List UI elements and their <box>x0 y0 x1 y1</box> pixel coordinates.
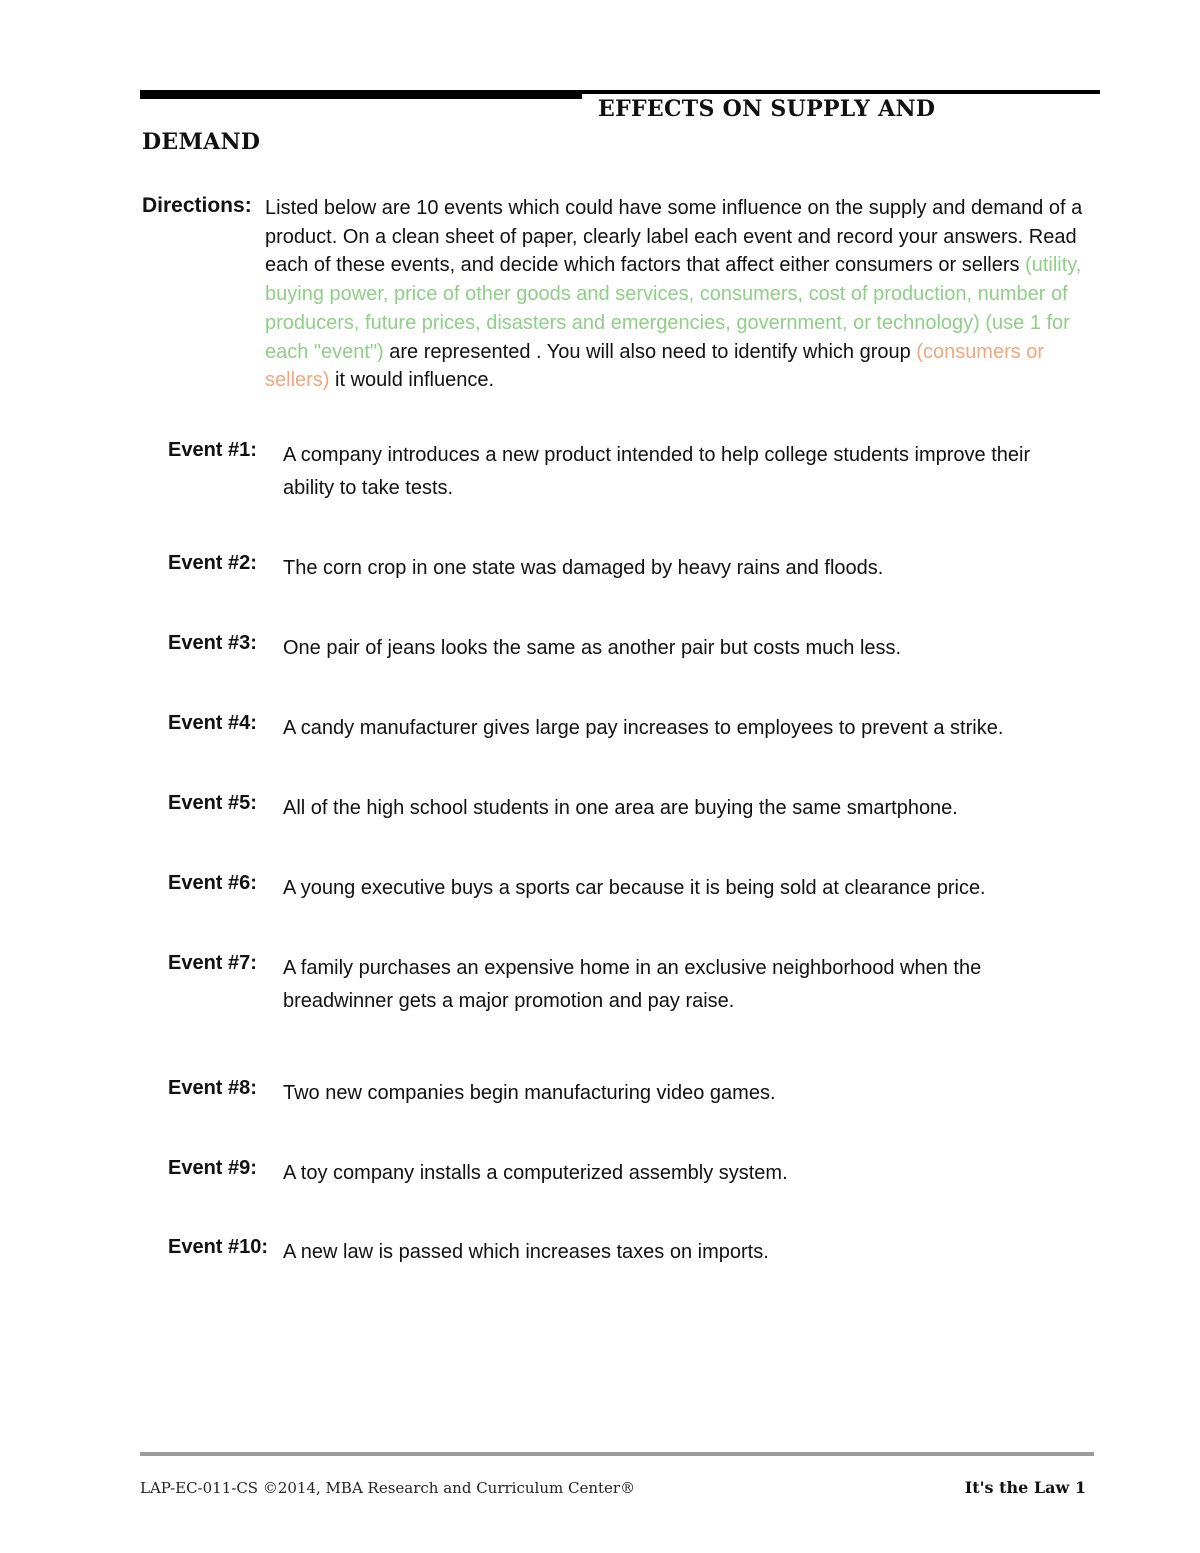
event-label: Event #7: <box>168 952 257 974</box>
header-rule-thick <box>140 90 582 99</box>
event-label: Event #4: <box>168 712 257 734</box>
footer-copyright: LAP-EC-011-CS ©2014, MBA Research and Curriculum Center® <box>140 1479 636 1497</box>
footer-rule <box>140 1452 1094 1456</box>
page-title-line2: DEMAND <box>142 129 261 155</box>
directions-text-part1: Listed below are 10 events which could have some influence on the supply and demand of a product. On a clean sheet of paper, clearly label each event and record your answers. Read each of these events, and decide which factors that affect either consumers or sellers <box>265 197 1083 277</box>
factors-highlight: (utility, buying power, price of other goods and services, consumers, cost of production, number of producers, future prices, disasters and emergencies, government, or technology) (use 1 for each "event") <box>265 254 1082 363</box>
event-text: All of the high school students in one area are buying the same smartphone. <box>283 797 958 819</box>
event-label: Event #8: <box>168 1077 257 1099</box>
directions-text-part2: are represented . You will also need to identify which group <box>383 340 917 363</box>
event-label: Event #6: <box>168 872 257 894</box>
event-label: Event #1: <box>168 439 257 461</box>
event-label: Event #3: <box>168 632 257 654</box>
event-text: A family purchases an expensive home in an exclusive neighborhood when the breadwinner gets a major promotion and pay raise. <box>283 957 982 1012</box>
event-text: The corn crop in one state was damaged by heavy rains and floods. <box>283 557 884 579</box>
event-text: A young executive buys a sports car because it is being sold at clearance price. <box>283 877 986 899</box>
event-label: Event #10: <box>168 1236 269 1258</box>
header-rule-thin <box>582 90 1100 94</box>
event-text: One pair of jeans looks the same as another pair but costs much less. <box>283 637 902 659</box>
event-text: Two new companies begin manufacturing video games. <box>283 1082 776 1104</box>
event-label: Event #2: <box>168 552 257 574</box>
event-text: A company introduces a new product intended to help college students improve their ability to take tests. <box>283 444 1031 499</box>
directions-text-part3: it would influence. <box>329 369 494 392</box>
directions-text <box>265 194 1095 395</box>
event-label: Event #9: <box>168 1157 257 1179</box>
event-text: A toy company installs a computerized assembly system. <box>283 1162 788 1184</box>
directions-label: Directions: <box>142 194 252 217</box>
group-highlight: (consumers or sellers) <box>265 340 1045 392</box>
footer-page-number: It's the Law 1 <box>964 1478 1086 1497</box>
event-text: A candy manufacturer gives large pay increases to employees to prevent a strike. <box>283 717 1004 739</box>
event-text: A new law is passed which increases taxes on imports. <box>283 1241 769 1263</box>
page-title-line1: EFFECTS ON SUPPLY AND <box>598 96 936 122</box>
event-label: Event #5: <box>168 792 257 814</box>
